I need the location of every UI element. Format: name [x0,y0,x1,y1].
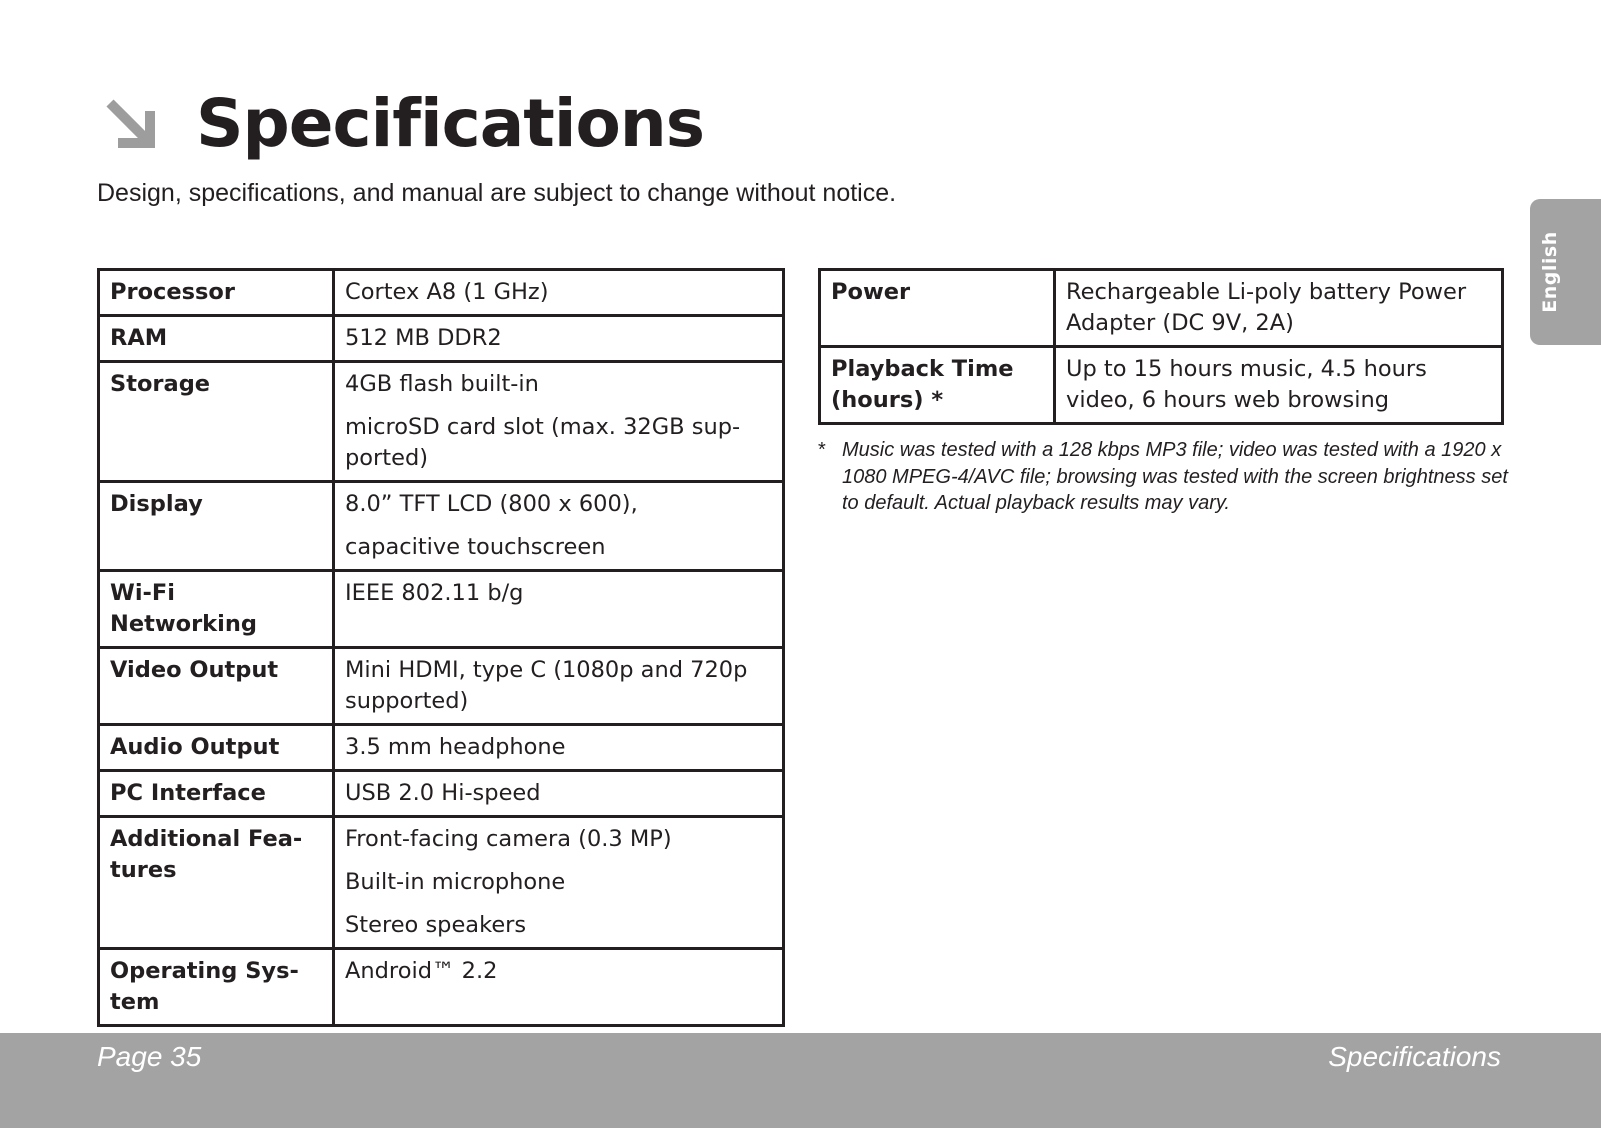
spec-label: PC Interface [99,771,334,817]
spec-value-cell [334,316,784,362]
spec-value: Cortex A8 (1 GHz) [345,279,549,305]
spec-value: Android™ 2.2 [345,958,498,984]
footnote-text: Music was tested with a 128 kbps MP3 file; video was tested with a 1920 x 1080 MPEG-4/AVC file; browsing was tested with the screen brightness set to default. Actual playback results may vary. [842,439,1508,514]
spec-value: 4GB flash built-in [345,371,539,397]
spec-value-cell [1055,347,1503,424]
spec-label: Wi-Fi Networking [99,571,334,648]
page-title: Specifications [196,85,705,162]
spec-value: Rechargeable Li-poly battery Power Adapter (DC 9V, 2A) [1066,279,1467,336]
spec-row [820,347,1503,424]
page-footer [0,1033,1601,1128]
footnote-marker: * [818,439,826,461]
spec-label: Operating Sys-tem [99,949,334,1026]
language-tab-label: English [1539,231,1561,313]
section-name: Specifications [1328,1041,1501,1072]
language-tab[interactable] [1530,199,1601,345]
spec-row [99,316,784,362]
spec-value-cell [334,817,784,949]
spec-value: Stereo speakers [345,912,527,938]
spec-value: Up to 15 hours music, 4.5 hours video, 6 hours web browsing [1066,356,1427,413]
spec-value-cell [334,725,784,771]
spec-label: Storage [99,362,334,482]
arrow-down-right-icon [100,93,162,155]
spec-value: microSD card slot (max. 32GB sup-ported) [345,414,741,471]
spec-label: Power [820,270,1055,347]
spec-row [99,817,784,949]
spec-value-cell [1055,270,1503,347]
spec-value: 512 MB DDR2 [345,325,502,351]
spec-row [99,725,784,771]
spec-row [99,270,784,316]
spec-value-cell [334,270,784,316]
spec-label: Audio Output [99,725,334,771]
spec-value: capacitive touchscreen [345,534,606,560]
spec-table-right [818,268,1504,425]
page-number: Page 35 [97,1041,202,1072]
spec-value: USB 2.0 Hi-speed [345,780,541,806]
spec-label: Display [99,482,334,571]
spec-value: Front-facing camera (0.3 MP) [345,826,672,852]
footnote [818,437,1508,517]
page-header [100,84,704,164]
spec-value-cell [334,362,784,482]
spec-label: Processor [99,270,334,316]
spec-value-cell [334,771,784,817]
spec-value: 3.5 mm headphone [345,734,566,760]
spec-label: Playback Time (hours) * [820,347,1055,424]
spec-value: Built-in microphone [345,869,566,895]
spec-value-cell [334,571,784,648]
spec-label: Video Output [99,648,334,725]
spec-value-cell [334,949,784,1026]
spec-row [99,771,784,817]
spec-value: Mini HDMI, type C (1080p and 720p supported) [345,657,748,714]
spec-value-cell [334,648,784,725]
spec-row [99,362,784,482]
spec-row [820,270,1503,347]
spec-label: Additional Fea-tures [99,817,334,949]
spec-row [99,482,784,571]
spec-label: RAM [99,316,334,362]
spec-row [99,949,784,1026]
spec-value: 8.0” TFT LCD (800 x 600), [345,491,638,517]
spec-row [99,648,784,725]
page-subtitle: Design, specifications, and manual are subject to change without notice. [97,179,897,207]
spec-row [99,571,784,648]
spec-value: IEEE 802.11 b/g [345,580,524,606]
spec-table-left [97,268,785,1027]
spec-value-cell [334,482,784,571]
